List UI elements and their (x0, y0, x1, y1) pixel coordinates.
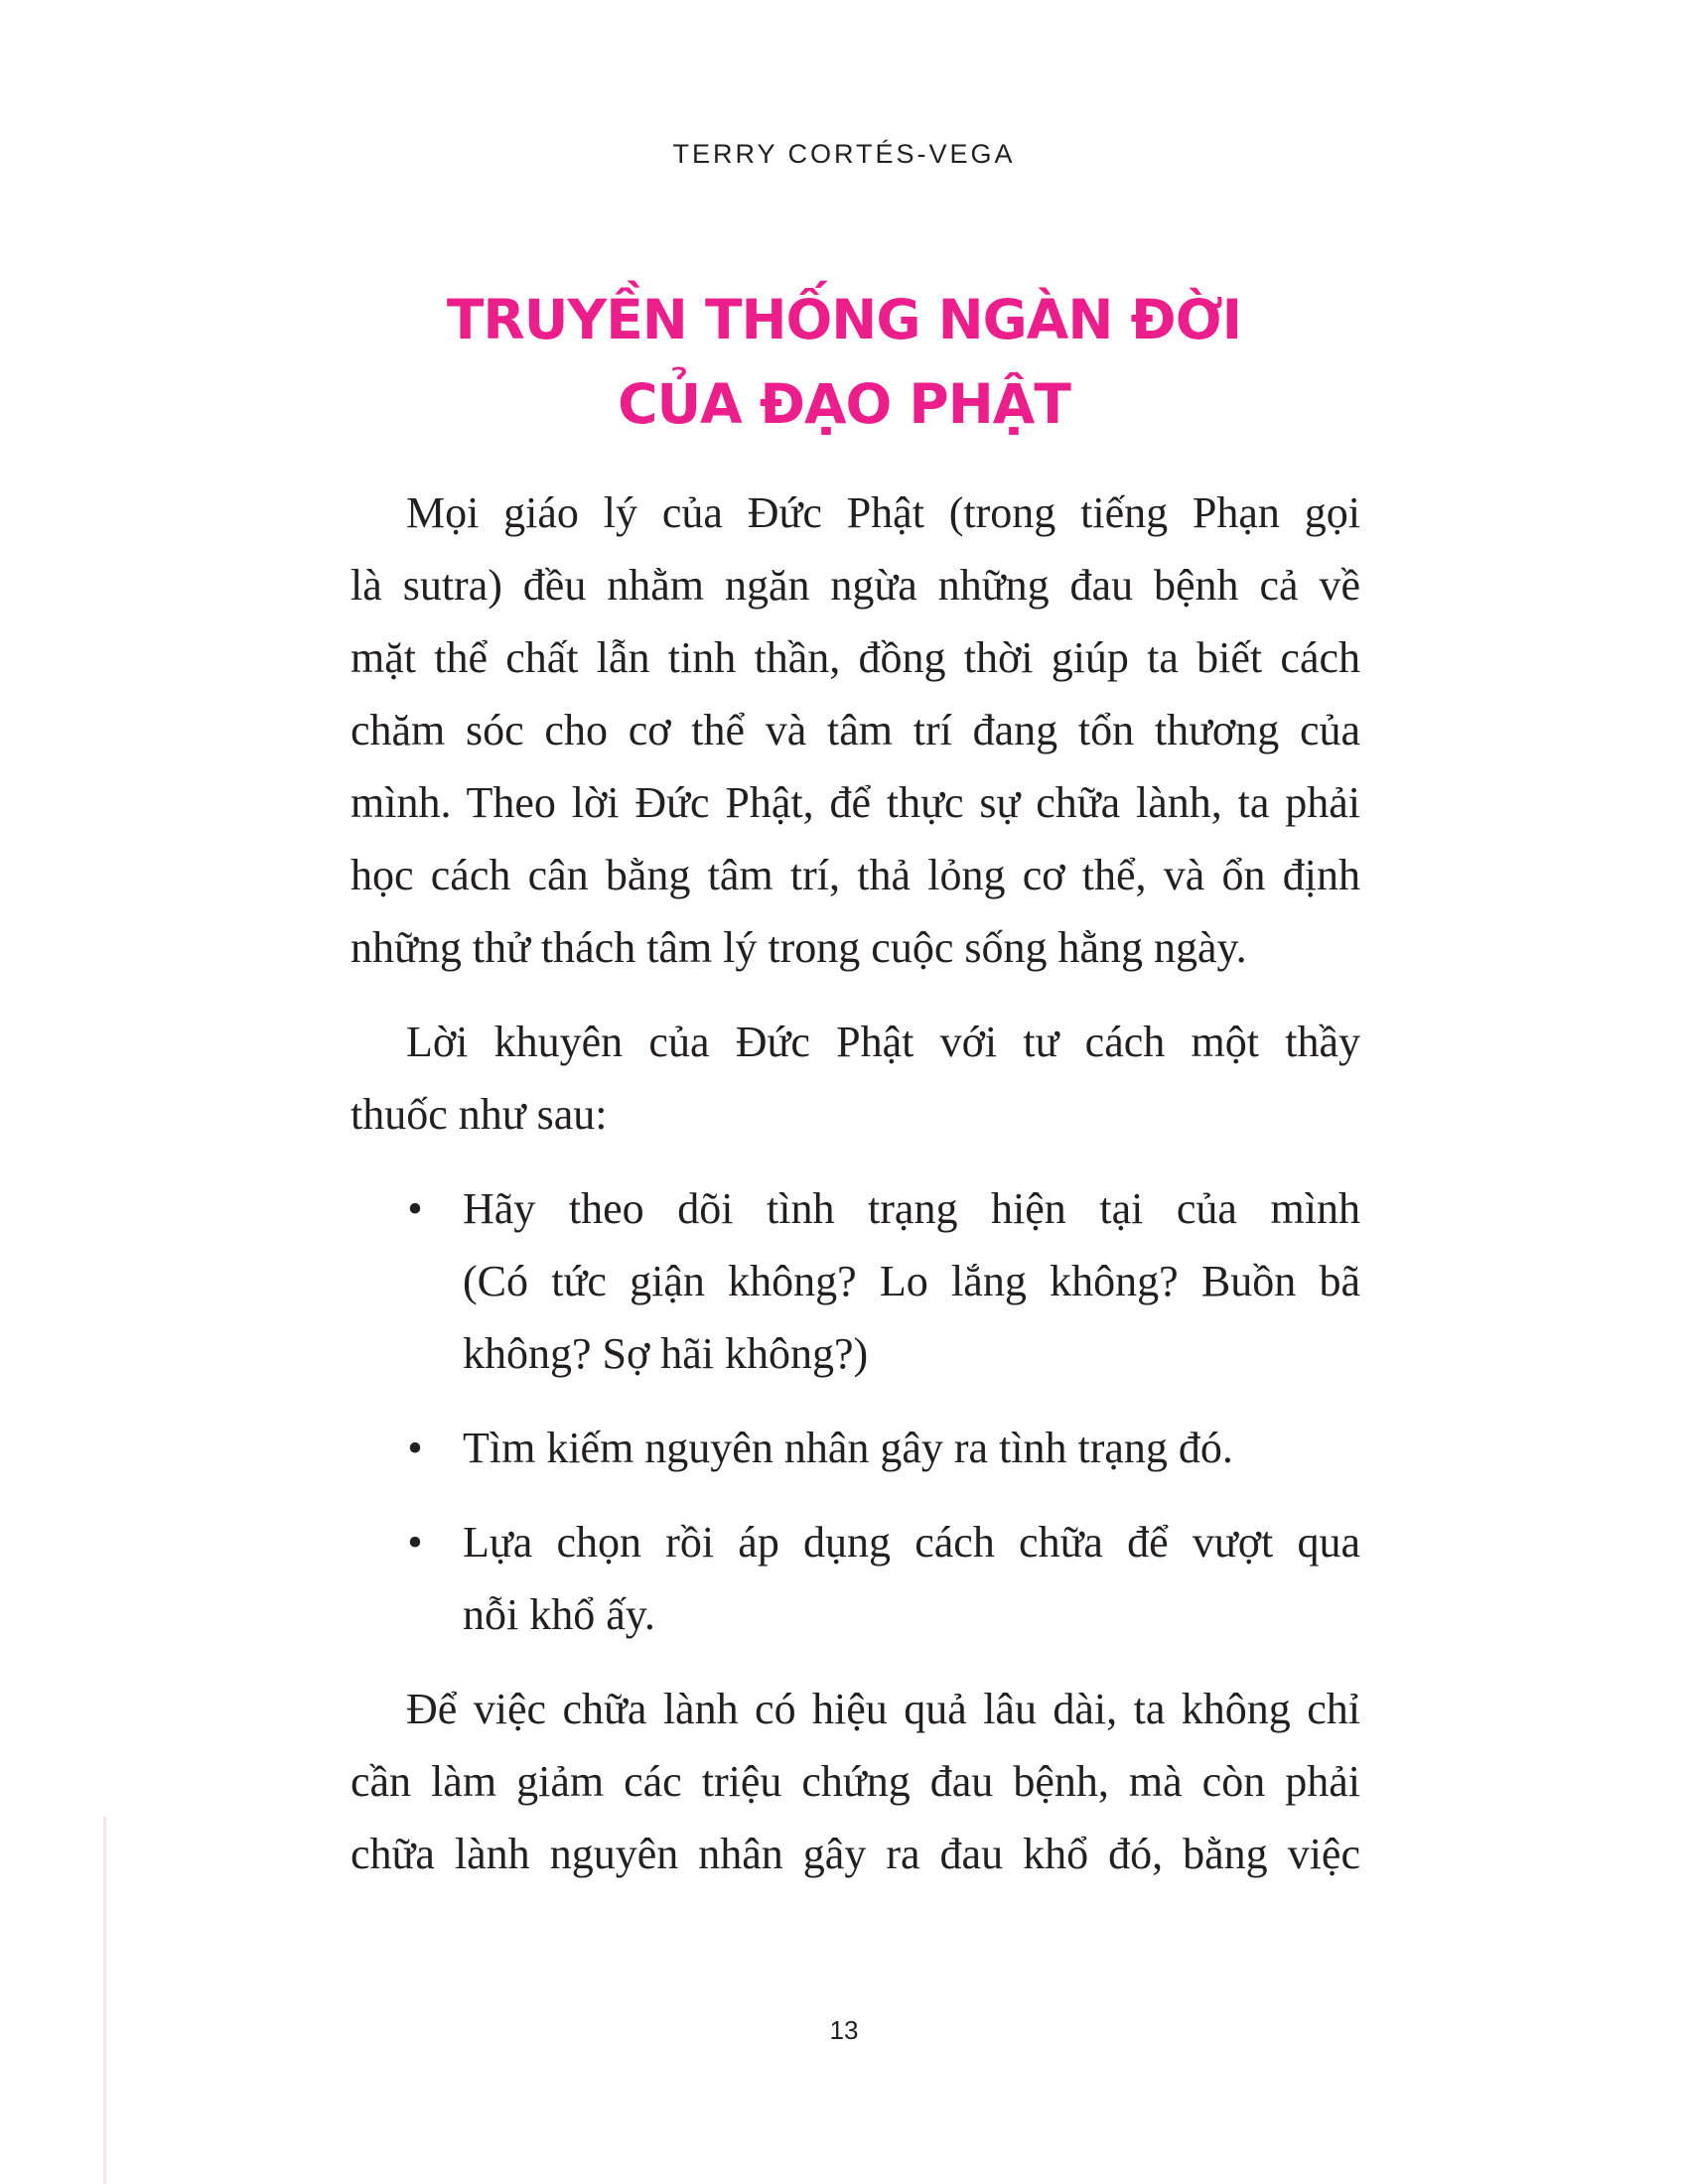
chapter-title (298, 278, 1390, 447)
running-header: TERRY CORTÉS-VEGA (672, 139, 1016, 169)
text-line: thuốc như sau: (351, 1090, 608, 1139)
chapter-title-line: CỦA ĐẠO PHẬT (618, 372, 1070, 436)
advice-list (351, 1172, 1360, 1651)
text-line: Tìm kiếm nguyên nhân gây ra tình trạng đó. (463, 1424, 1233, 1472)
list-item (351, 1506, 1360, 1651)
text-line: (Có tức giận không? Lo lắng không? Buồn bã (463, 1257, 1360, 1305)
text-line: Để việc chữa lành có hiệu quả lâu dài, ta không chỉ (406, 1685, 1360, 1733)
text-line: mình. Theo lời Đức Phật, để thực sự chữa lành, ta phải (351, 778, 1360, 827)
text-line: chăm sóc cho cơ thể và tâm trí đang tổn thương của (351, 706, 1360, 754)
paragraph-advice-intro (351, 1006, 1360, 1151)
bullet-icon: • (407, 1518, 423, 1567)
text-line: là sutra) đều nhằm ngăn ngừa những đau bệnh cả về (351, 561, 1360, 610)
page-number: 13 (829, 2015, 859, 2045)
text-line: mặt thể chất lẫn tinh thần, đồng thời giúp ta biết cách (351, 633, 1360, 682)
body-text (351, 477, 1360, 1912)
text-line: nỗi khổ ấy. (463, 1590, 655, 1639)
page-edge-tint (103, 1817, 106, 2184)
paragraph-intro (351, 477, 1360, 984)
text-line: học cách cân bằng tâm trí, thả lỏng cơ thể, và ổn định (351, 851, 1360, 899)
chapter-title-line: TRUYỀN THỐNG NGÀN ĐỜI (446, 288, 1242, 351)
paragraph-closing (351, 1673, 1360, 1890)
text-line: cần làm giảm các triệu chứng đau bệnh, mà còn phải (351, 1757, 1360, 1806)
bullet-icon: • (407, 1424, 423, 1472)
text-line: Hãy theo dõi tình trạng hiện tại của mình (463, 1184, 1360, 1233)
list-item (351, 1172, 1360, 1390)
text-line: không? Sợ hãi không?) (463, 1329, 869, 1378)
text-line: Mọi giáo lý của Đức Phật (trong tiếng Phạn gọi (406, 488, 1360, 537)
text-line: những thử thách tâm lý trong cuộc sống hằng ngày. (351, 923, 1247, 972)
bullet-icon: • (407, 1184, 423, 1233)
text-line: Lựa chọn rồi áp dụng cách chữa để vượt qua (463, 1518, 1360, 1567)
text-line: Lời khuyên của Đức Phật với tư cách một thầy (406, 1018, 1360, 1066)
list-item (351, 1412, 1360, 1484)
text-line: chữa lành nguyên nhân gây ra đau khổ đó, bằng việc (351, 1830, 1360, 1878)
